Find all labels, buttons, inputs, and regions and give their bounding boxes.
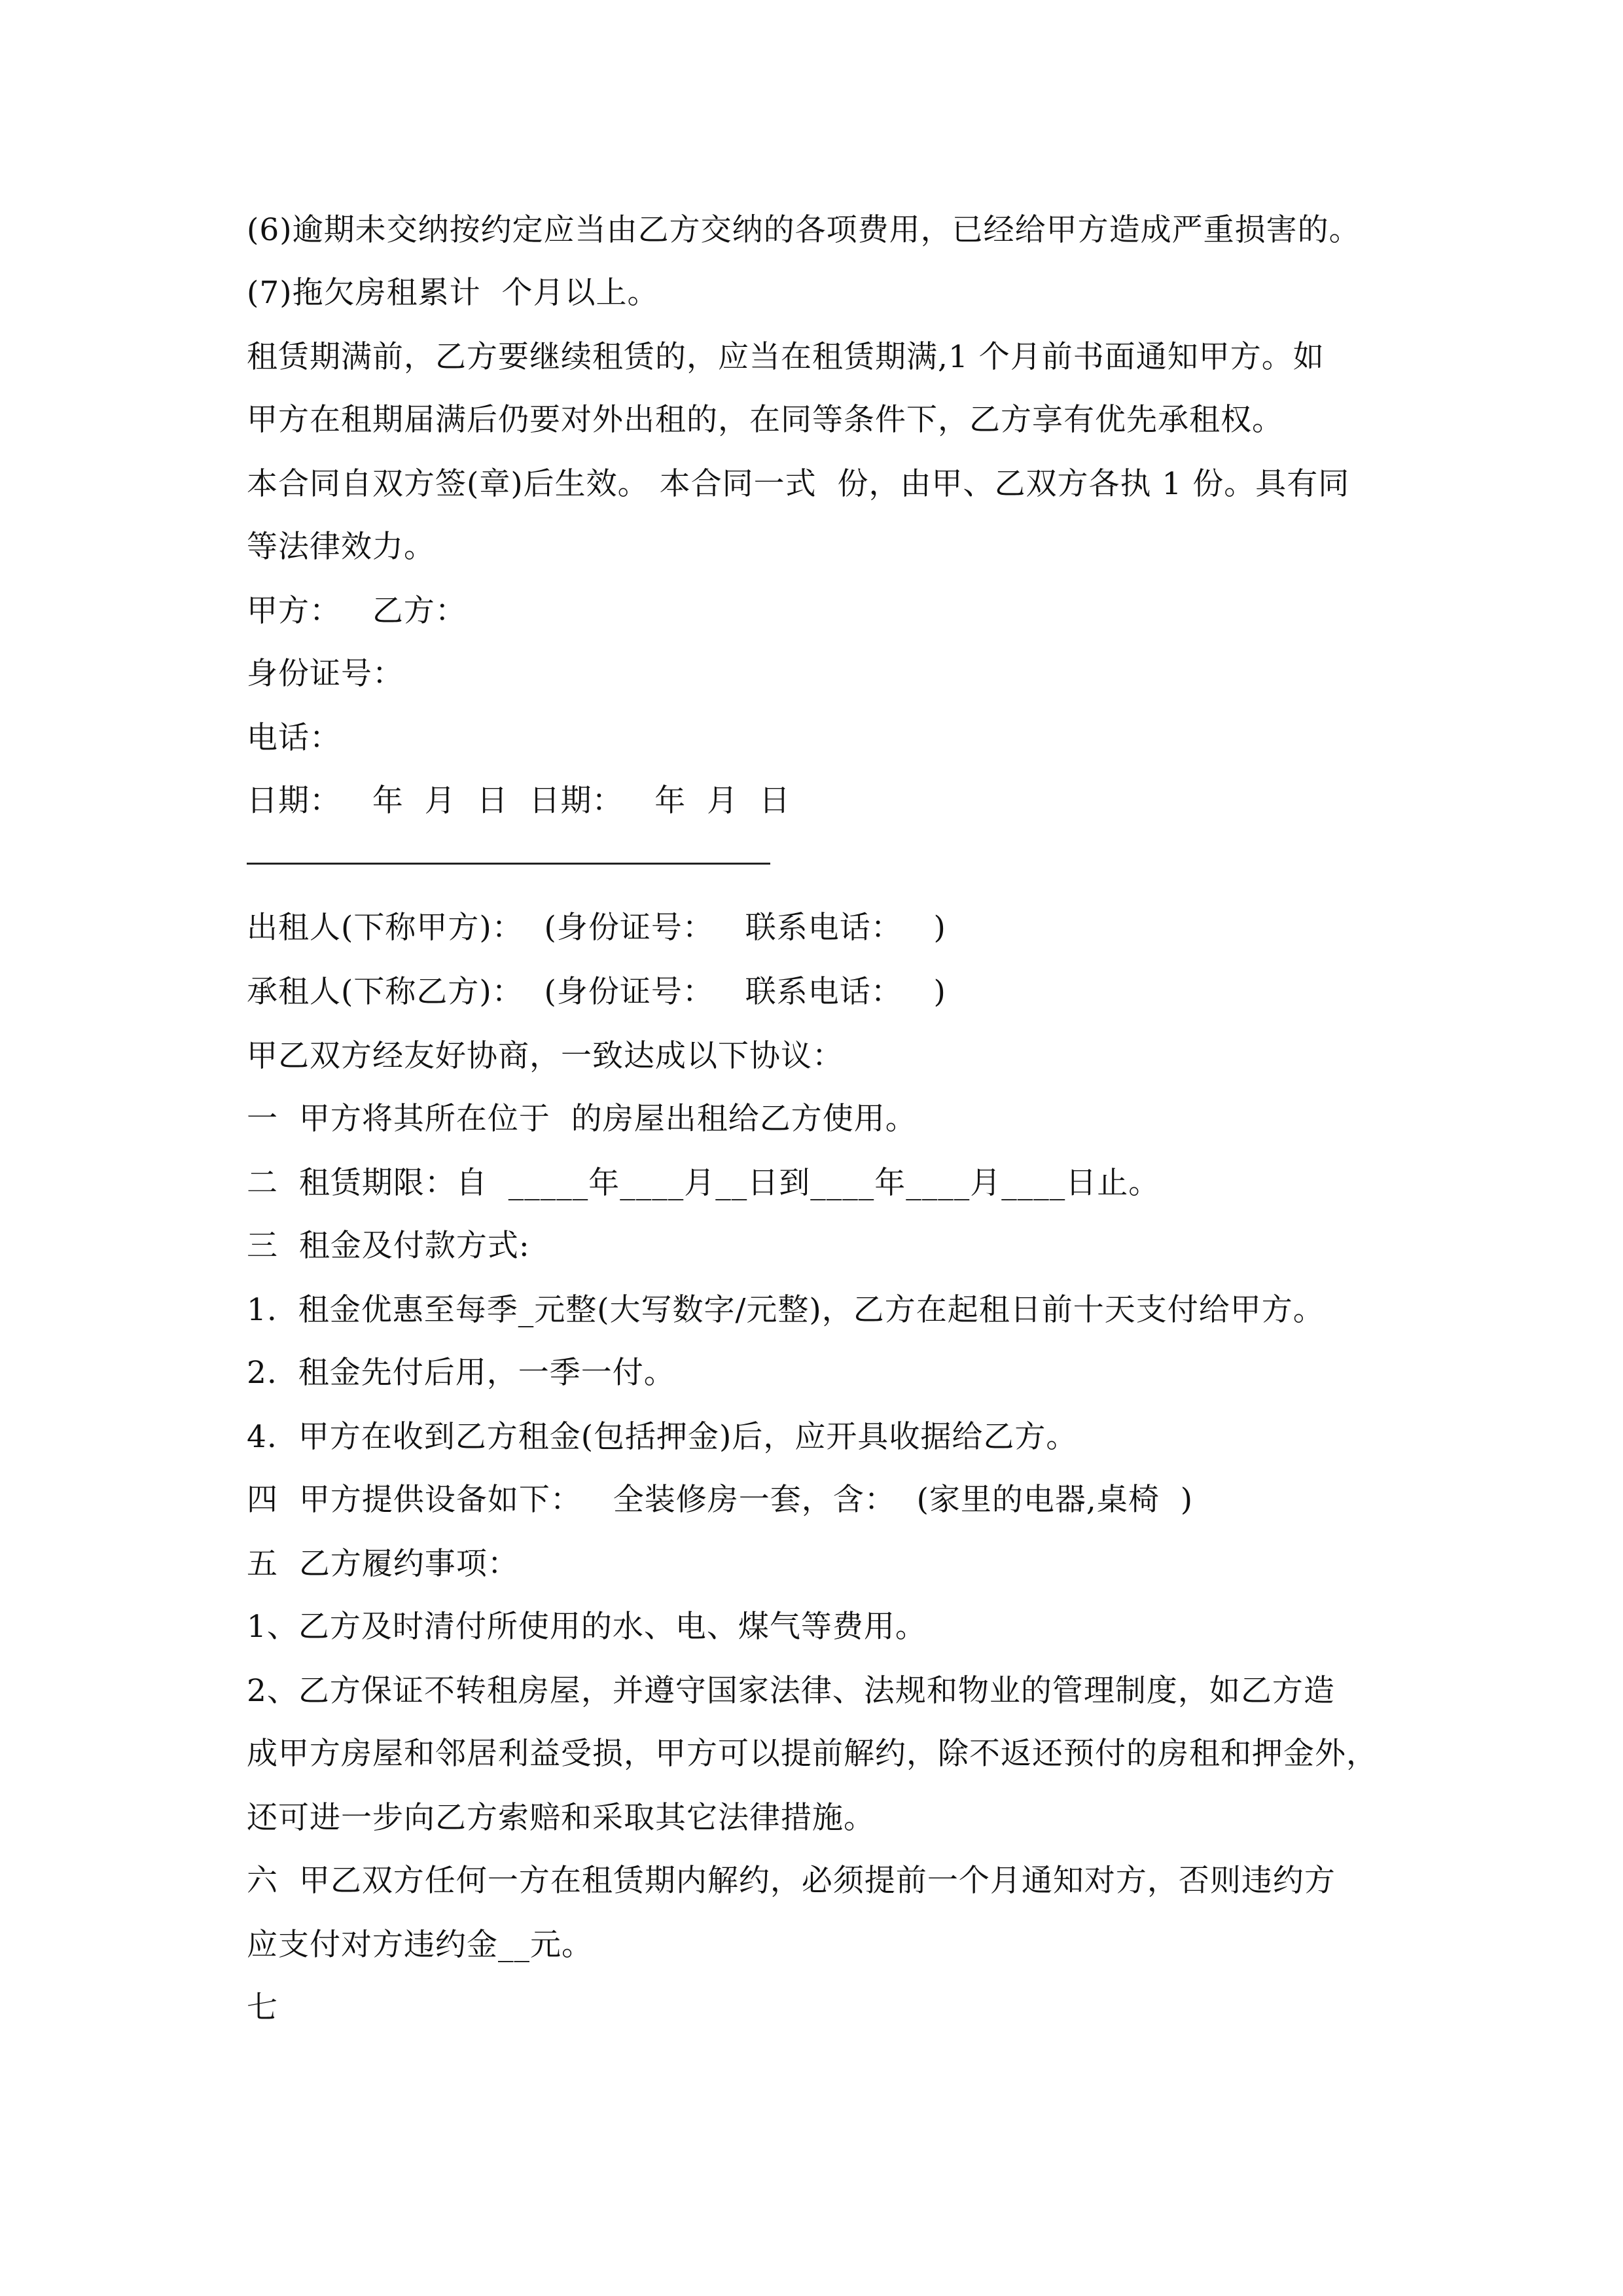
article-3-item-1: 1. 租金优惠至每季_元整(大写数字/元整)，乙方在起租日前十天支付给甲方。 — [247, 1292, 1325, 1328]
article-4-equipment: 四 甲方提供设备如下： 全装修房一套，含： (家里的电器,桌椅 ) — [247, 1482, 1194, 1518]
article-5-item-1: 1、乙方及时清付所使用的水、电、煤气等费用。 — [247, 1609, 927, 1645]
id-number-label: 身份证号： — [247, 656, 404, 692]
article-6-line-1: 六 甲乙双方任何一方在租赁期内解约，必须提前一个月通知对方，否则违约方 — [247, 1863, 1336, 1899]
article-3-item-4: 4. 甲方在收到乙方租金(包括押金)后，应开具收据给乙方。 — [247, 1419, 1078, 1455]
article-1-premises: 一 甲方将其所在位于 的房屋出租给乙方使用。 — [247, 1101, 917, 1137]
article-3-heading: 三 租金及付款方式: — [247, 1228, 530, 1264]
lessor-line: 出租人(下称甲方)： (身份证号： 联系电话： ) — [247, 910, 946, 946]
phone-label: 电话： — [247, 720, 341, 756]
signature-dates: 日期： 年 月 日 日期： 年 月 日 — [247, 783, 791, 819]
article-5-item-2-line-3: 还可进一步向乙方索赔和采取其它法律措施。 — [247, 1800, 875, 1836]
article-6-line-2: 应支付对方违约金__元。 — [247, 1927, 593, 1963]
article-2-lease-term: 二 租赁期限：自 _____年____月__日到____年____月____日止。 — [247, 1165, 1160, 1201]
effectiveness-text-line-1: 本合同自双方签(章)后生效。 本合同一式 份，由甲、乙双方各执 1 份。具有同 — [247, 466, 1350, 502]
lessee-line: 承租人(下称乙方)： (身份证号： 联系电话： ) — [247, 974, 946, 1010]
effectiveness-text-line-2: 等法律效力。 — [247, 529, 435, 565]
article-5-item-2-line-2: 成甲方房屋和邻居利益受损，甲方可以提前解约，除不返还预付的房租和押金外， — [247, 1736, 1378, 1772]
article-5-heading: 五 乙方履约事项： — [247, 1546, 519, 1582]
clause-6-overdue-fees: (6)逾期未交纳按约定应当由乙方交纳的各项费用，已经给甲方造成严重损害的。 — [247, 212, 1361, 248]
article-3-item-2: 2. 租金先付后用，一季一付。 — [247, 1355, 675, 1391]
agreement-intro: 甲乙双方经友好协商，一致达成以下协议： — [247, 1038, 844, 1074]
article-5-item-2-line-1: 2、乙方保证不转租房屋，并遵守国家法律、法规和物业的管理制度，如乙方造 — [247, 1673, 1335, 1709]
article-7-heading: 七 — [247, 1990, 278, 2026]
section-divider — [247, 863, 770, 865]
signature-parties: 甲方： 乙方： — [247, 593, 467, 629]
renewal-text-line-1: 租赁期满前，乙方要继续租赁的，应当在租赁期满,1 个月前书面通知甲方。如 — [247, 339, 1325, 375]
clause-7-rent-arrears: (7)拖欠房租累计 个月以上。 — [247, 275, 659, 311]
renewal-text-line-2: 甲方在租期届满后仍要对外出租的，在同等条件下，乙方享有优先承租权。 — [247, 402, 1283, 438]
